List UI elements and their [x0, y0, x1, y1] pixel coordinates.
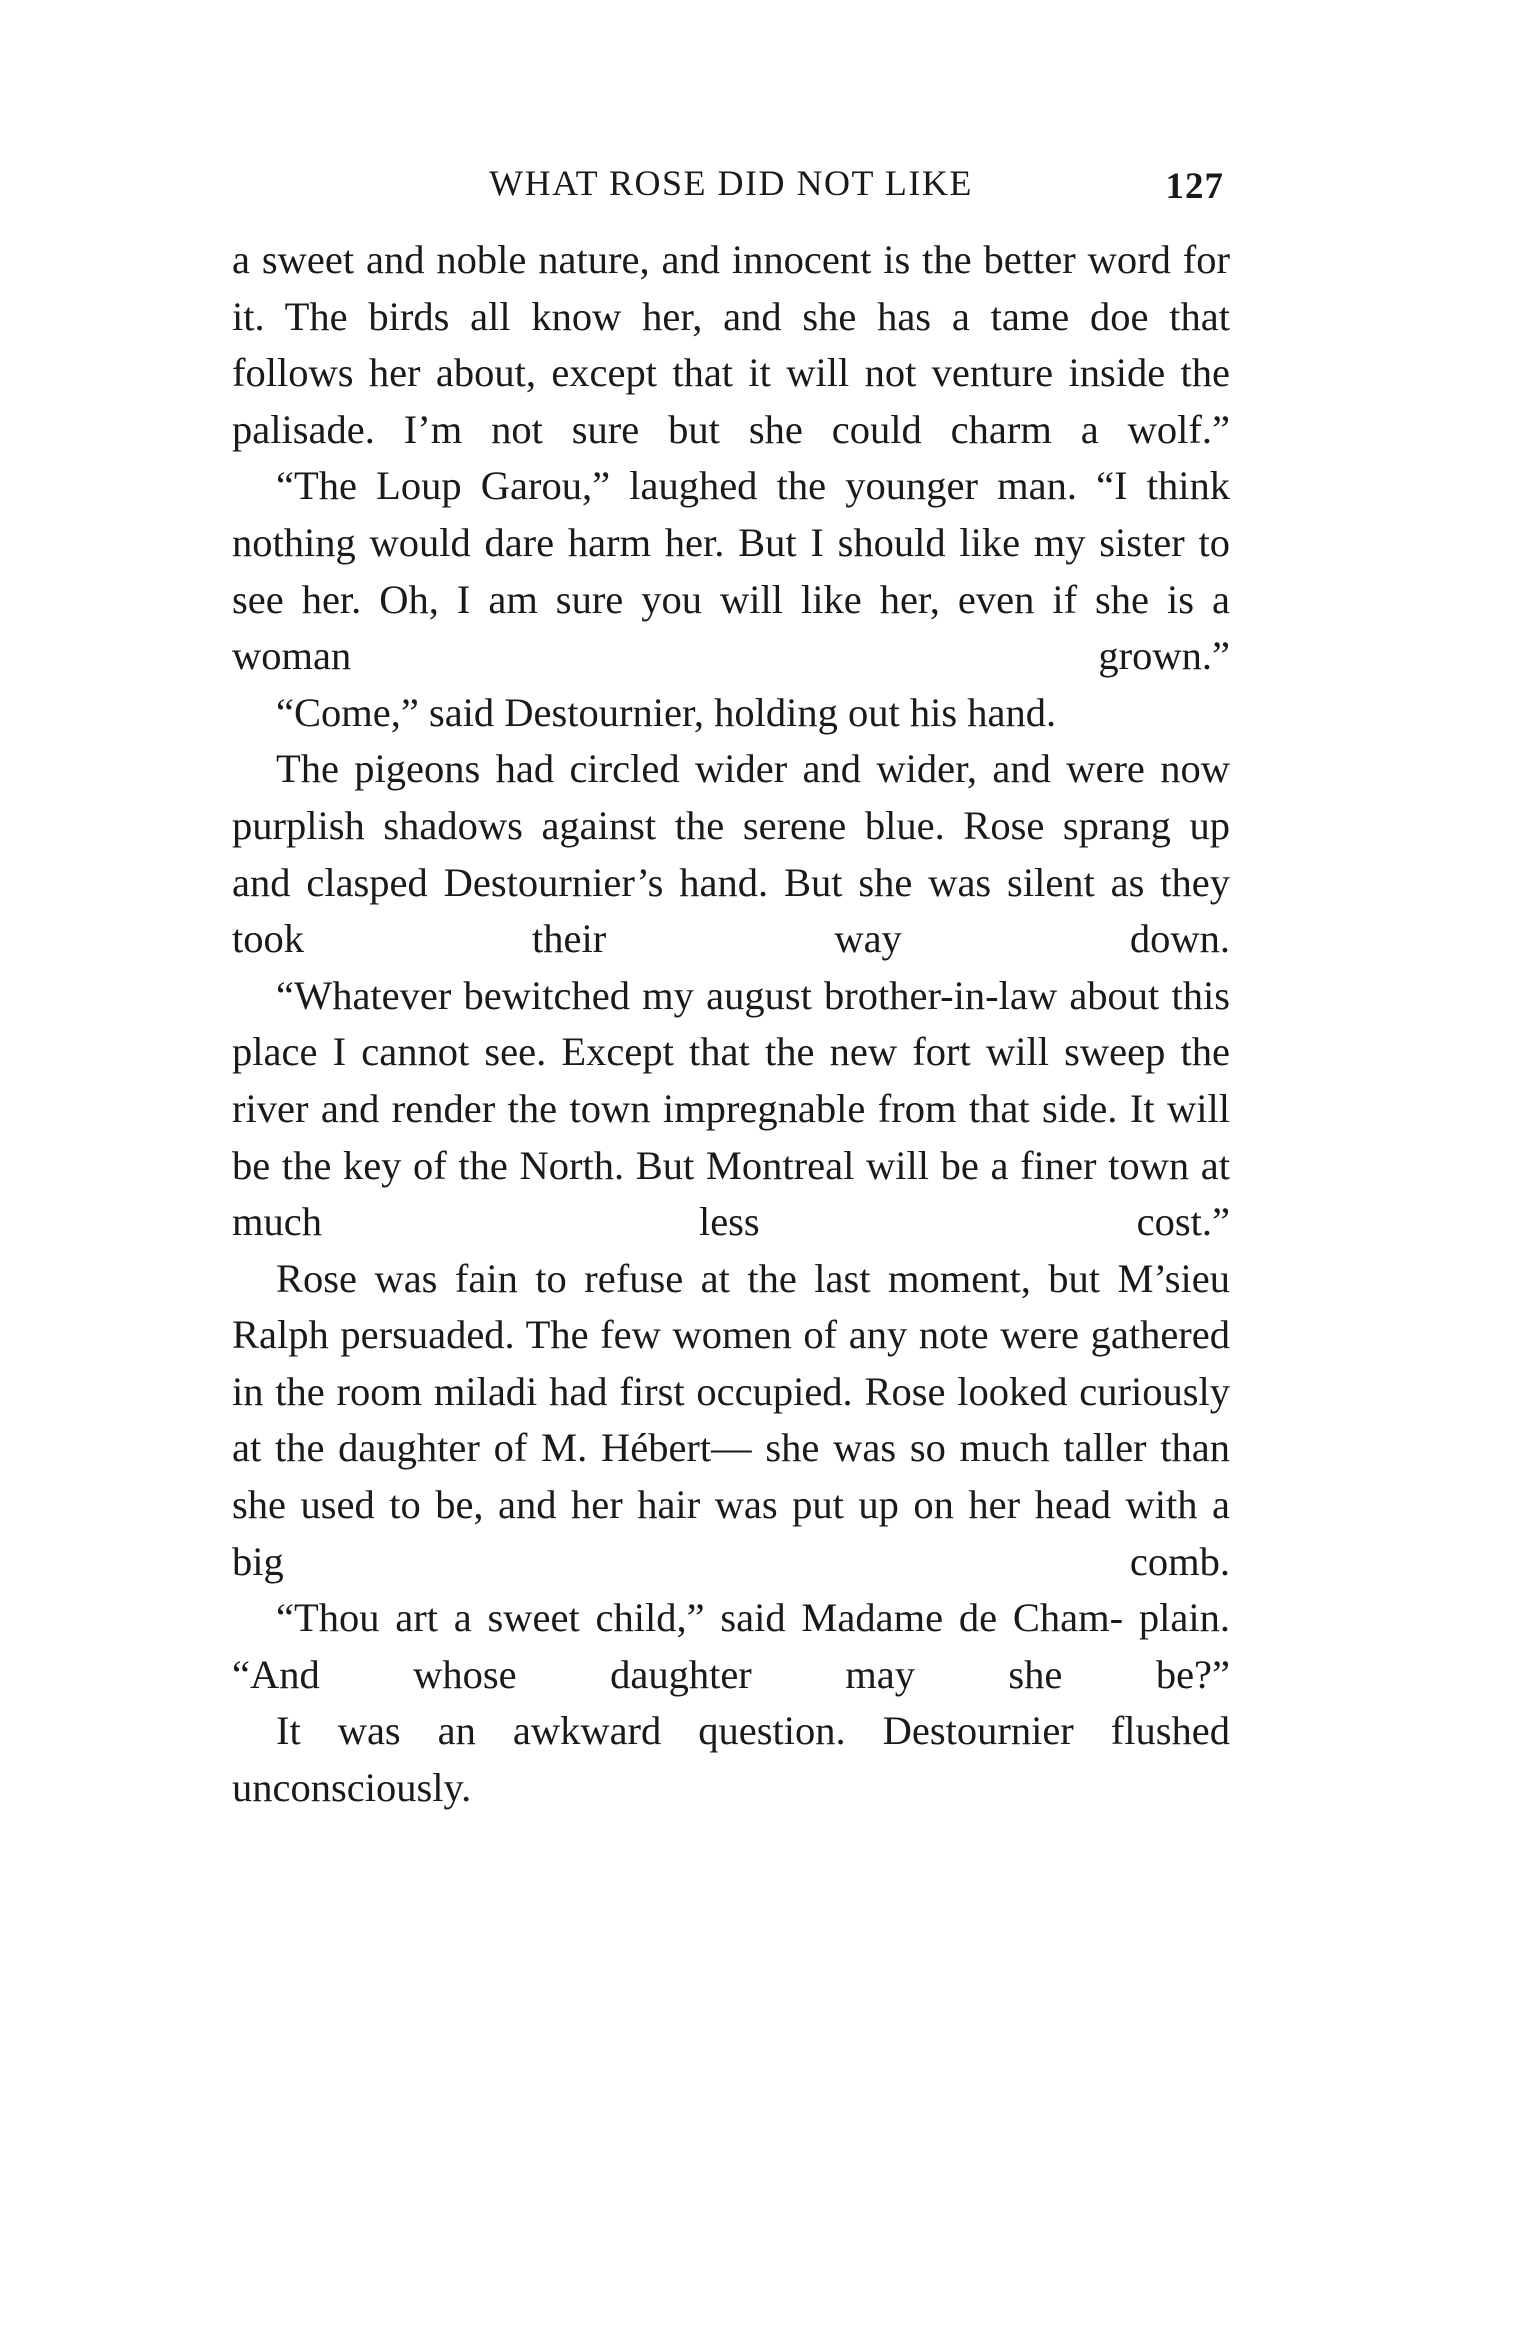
paragraph	[232, 1251, 1230, 1591]
text-line: should like my sister to see her. Oh, I am sure you	[232, 519, 1230, 622]
paragraph	[232, 968, 1230, 1251]
text-line: charm a wolf.”	[950, 406, 1230, 452]
text-line: It was an awkward question. Destournier flushed	[276, 1708, 1230, 1754]
text-line: “Thou art a sweet child,” said Madame de Cham-	[276, 1595, 1124, 1641]
text-line: plain. “And whose daughter may she be?”	[232, 1595, 1231, 1697]
paragraph	[232, 1590, 1230, 1703]
text-line: were gathered in the room miladi had first occupied.	[232, 1312, 1231, 1414]
text-line: “Come,” said Destournier, holding out his hand.	[276, 689, 1057, 735]
text-line: Rose looked curiously at the daughter of M. Hébert—	[232, 1368, 1230, 1471]
text-line: The pigeons had circled wider and wider, and were	[276, 746, 1145, 792]
paragraph	[232, 458, 1230, 684]
paragraph	[232, 232, 1230, 458]
text-line: from that side. It will be the key of the North.	[232, 1085, 1230, 1188]
text-line: tame doe that follows her about, except that it will not	[232, 293, 1231, 396]
paragraph	[232, 1703, 1230, 1816]
text-line: venture inside the palisade. I’m not sure but she could	[232, 350, 1230, 452]
text-line: “The Loup Garou,” laughed the younger man.	[276, 463, 1077, 509]
text-line: she was so much taller than she used to be, and her hair	[232, 1425, 1231, 1528]
text-line: will sweep the river and render the town impregnable	[232, 1029, 1231, 1131]
text-line: But Montreal will be a finer town at much less cost.”	[232, 1142, 1230, 1245]
text-line: word for it. The birds all know her, and she has a	[232, 237, 1230, 339]
page-number: 127	[1165, 166, 1224, 207]
paragraph	[232, 741, 1230, 967]
text-line: was silent as they took their way down.	[232, 859, 1231, 962]
text-line: was put up on her head with a big comb.	[232, 1482, 1231, 1584]
page-header	[232, 158, 1230, 208]
text-line: unconsciously.	[232, 1765, 472, 1811]
text-line: sprang up and clasped Destournier’s hand. But she	[232, 802, 1230, 905]
paragraph	[232, 685, 1230, 742]
text-line: about this place I cannot see. Except that the new fort	[232, 972, 1230, 1075]
text-line: Rose was fain to refuse at the last moment, but	[276, 1255, 1101, 1301]
text-line: a sweet and noble nature, and innocent is the better	[232, 237, 1076, 282]
text-line: “I think nothing would dare harm her. But I	[232, 463, 1231, 565]
text-line: M’sieu Ralph persuaded. The few women of any note	[232, 1255, 1230, 1358]
text-line: “Whatever bewitched my august brother-in-law	[276, 972, 1058, 1018]
text-line: will like her, even if she is a woman grown.”	[232, 576, 1230, 679]
body-text	[232, 232, 1230, 1817]
running-head: WHAT ROSE DID NOT LIKE	[489, 163, 973, 203]
text-line: now purplish shadows against the serene blue. Rose	[232, 746, 1230, 848]
